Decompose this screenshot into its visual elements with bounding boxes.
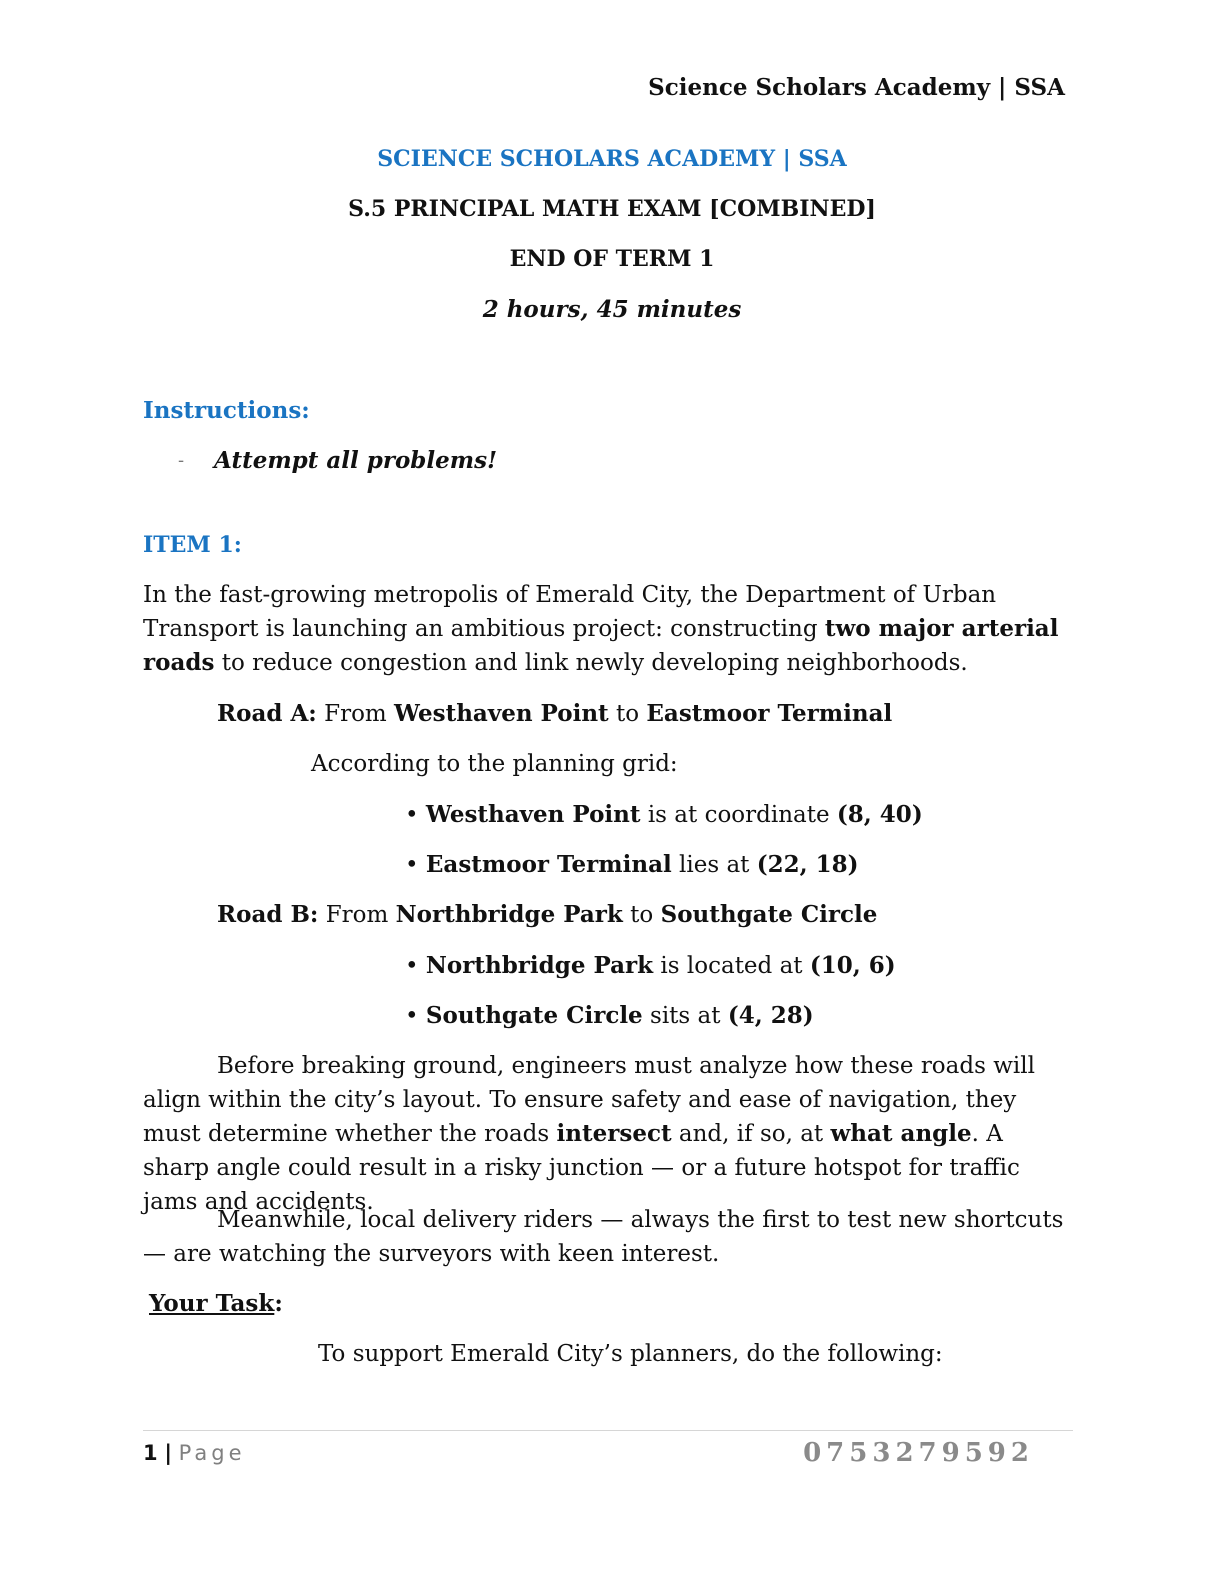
exam-title: S.5 PRINCIPAL MATH EXAM [COMBINED]: [348, 196, 876, 222]
phone-number: 0753279592: [803, 1438, 1034, 1468]
point-verb: sits at: [650, 1003, 721, 1029]
task-colon: :: [274, 1290, 283, 1317]
term-title: END OF TERM 1: [509, 246, 715, 272]
point-verb: lies at: [679, 852, 750, 878]
road-a-label: Road A:: [217, 700, 317, 727]
road-a-line: [217, 700, 892, 727]
point-name: Eastmoor Terminal: [425, 851, 672, 878]
road-a-to: Eastmoor Terminal: [646, 700, 893, 727]
point-name: Northbridge Park: [425, 952, 654, 979]
bullet: •: [405, 802, 419, 828]
page-separator: |: [164, 1441, 172, 1465]
point-coordinate: (4, 28): [727, 1002, 814, 1029]
analysis-text: . A sharp angle could result in a risky junction — or a future hotspot for traffic jams and accidents.: [143, 1121, 1020, 1215]
analysis-emphasis-angle: what angle: [830, 1120, 972, 1147]
analysis-text: Before breaking ground, engineers must analyze how these roads will align within the city’s layout. To ensure safety and ease of navigation, they must determine whether the roads: [143, 1053, 1035, 1147]
road-a-from-word: From: [324, 701, 387, 727]
footer-divider: [143, 1430, 1073, 1431]
bullet: •: [405, 852, 419, 878]
page-word: Page: [178, 1441, 246, 1465]
road-b-from-word: From: [325, 902, 389, 928]
school-title: SCIENCE SCHOLARS ACADEMY | SSA: [377, 146, 847, 172]
point-coordinate: (8, 40): [836, 801, 923, 828]
planning-grid-note: According to the planning grid:: [311, 751, 678, 777]
riders-paragraph: Meanwhile, local delivery riders — always the first to test new shortcuts — are watching the surveyors with keen interest.: [143, 1207, 1064, 1267]
intro-text: In the fast-growing metropolis of Emerald City, the Department of Urban Transport is launching an ambitious project: constructing: [143, 582, 997, 642]
point-name: Westhaven Point: [425, 801, 641, 828]
point-verb: is at coordinate: [647, 802, 830, 828]
instructions-heading: Instructions:: [143, 397, 310, 424]
road-b-point: [405, 1002, 814, 1029]
bullet: •: [405, 953, 419, 979]
page-number: 1: [143, 1441, 158, 1465]
road-a-point: [405, 801, 923, 828]
task-heading-line: [149, 1290, 283, 1317]
bullet: •: [405, 1003, 419, 1029]
item1-heading: ITEM 1:: [143, 532, 242, 558]
page-footer: [143, 1441, 246, 1465]
intro-paragraph: [143, 578, 1073, 680]
task-line: To support Emerald City’s planners, do the following:: [318, 1341, 943, 1367]
road-b-to-word: to: [630, 902, 654, 928]
road-a-point: [405, 851, 859, 878]
point-coordinate: (22, 18): [756, 851, 859, 878]
point-verb: is located at: [660, 953, 803, 979]
road-b-point: [405, 952, 896, 979]
instruction-item: Attempt all problems!: [214, 447, 498, 474]
road-b-to: Southgate Circle: [660, 901, 878, 928]
road-b-label: Road B:: [217, 901, 319, 928]
instruction-bullet: -: [178, 450, 185, 471]
intro-text-end: to reduce congestion and link newly developing neighborhoods.: [214, 650, 968, 676]
task-heading: Your Task: [149, 1290, 275, 1317]
road-a-to-word: to: [615, 701, 640, 727]
exam-duration: 2 hours, 45 minutes: [482, 296, 742, 323]
intro-emphasis: two major arterial roads: [143, 615, 1059, 676]
road-b-from: Northbridge Park: [395, 901, 623, 928]
analysis-paragraph: [143, 1049, 1073, 1219]
analysis-text: and, if so, at: [671, 1121, 831, 1147]
running-header: Science Scholars Academy | SSA: [648, 74, 1065, 101]
analysis-emphasis-intersect: intersect: [556, 1120, 672, 1147]
point-name: Southgate Circle: [425, 1002, 643, 1029]
road-a-from: Westhaven Point: [394, 700, 609, 727]
point-coordinate: (10, 6): [809, 952, 896, 979]
road-b-line: [217, 901, 877, 928]
